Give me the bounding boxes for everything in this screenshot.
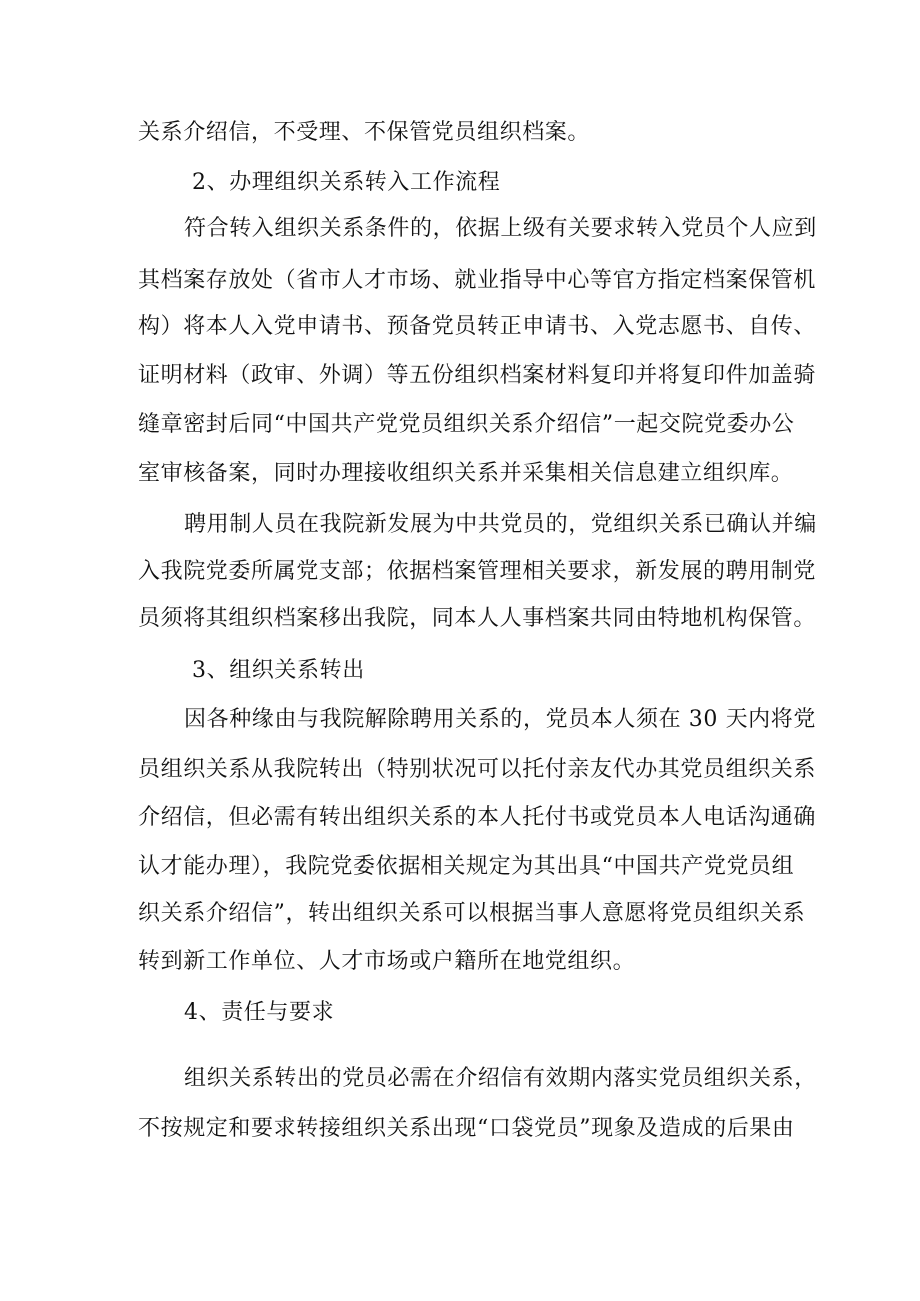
paragraph-line: 不按规定和要求转接组织关系出现“口袋党员”现象及造成的后果由: [138, 1116, 795, 1141]
paragraph-line: 构）将本人入党申请书、预备党员转正申请书、入党志愿书、自传、: [138, 314, 817, 339]
section-heading-4: 4、责任与要求: [184, 1000, 335, 1025]
paragraph-line: 聘用制人员在我院新发展为中共党员的，党组织关系已确认并编: [184, 512, 817, 537]
paragraph-line: 缝章密封后同“中国共产党党员组织关系介绍信”一起交院党委办公: [138, 412, 795, 437]
section-heading-2: 2、办理组织关系转入工作流程: [192, 170, 501, 195]
paragraph-line: 证明材料（政审、外调）等五份组织档案材料复印并将复印件加盖骑: [138, 363, 817, 388]
paragraph-line: 员须将其组织档案移出我院，同本人人事档案共同由特地机构保管。: [138, 606, 817, 631]
paragraph-line: 室审核备案，同时办理接收组织关系并采集相关信息建立组织库。: [138, 461, 794, 486]
paragraph-line: 符合转入组织关系条件的，依据上级有关要求转入党员个人应到: [184, 216, 817, 241]
paragraph-line: 因各种缘由与我院解除聘用关系的，党员本人须在 30 天内将党: [184, 707, 816, 732]
paragraph-line: 其档案存放处（省市人才市场、就业指导中心等官方指定档案保管机: [138, 268, 817, 293]
paragraph-line: 转到新工作单位、人才市场或户籍所在地党组织。: [138, 949, 636, 974]
paragraph-line: 员组织关系从我院转出（特别状况可以托付亲友代办其党员组织关系: [138, 757, 817, 782]
paragraph-line: 组织关系转出的党员必需在介绍信有效期内落实党员组织关系，: [184, 1066, 817, 1091]
paragraph-line: 入我院党委所属党支部；依据档案管理相关要求，新发展的聘用制党: [138, 559, 817, 584]
paragraph-line: 认才能办理），我院党委依据相关规定为其出具“中国共产党党员组: [138, 854, 795, 879]
paragraph-line: 关系介绍信，不受理、不保管党员组织档案。: [138, 120, 591, 145]
paragraph-line: 介绍信，但必需有转出组织关系的本人托付书或党员本人电话沟通确: [138, 805, 817, 830]
section-heading-3: 3、组织关系转出: [192, 658, 365, 683]
paragraph-line: 织关系介绍信”，转出组织关系可以根据当事人意愿将党员组织关系: [138, 901, 806, 926]
